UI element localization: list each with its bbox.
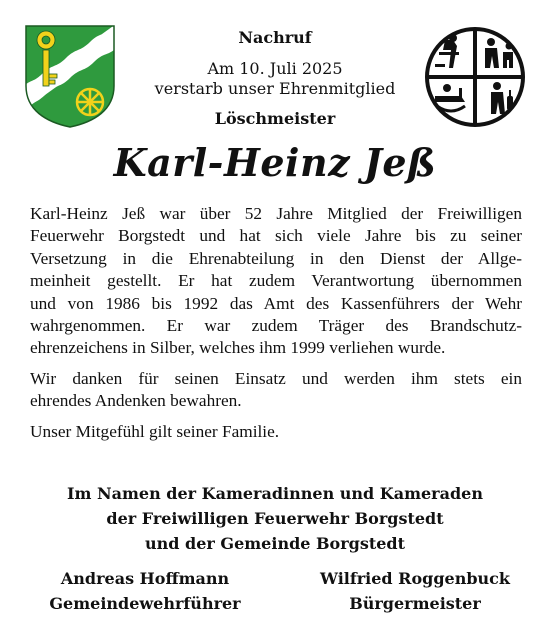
closing-line: der Freiwilligen Feuerwehr Borgstedt <box>106 509 444 528</box>
text-line: wahrgenommen. Er war zudem Träger des Brandschutz- <box>30 316 522 336</box>
signatory-role: Bürgermeister <box>349 594 481 613</box>
paragraph-1 <box>30 203 522 360</box>
signature-right <box>300 566 530 616</box>
closing-block <box>0 481 550 556</box>
rank-title: Löschmeister <box>214 109 336 128</box>
obituary-text <box>30 203 522 451</box>
paragraph-2 <box>30 368 522 413</box>
text-line: Feuerwehr Borgstedt und hat sich viele Jahre bis zu seiner <box>30 226 522 246</box>
text-line: ehrendes Andenken bewahren. <box>30 391 242 411</box>
date-line: Am 10. Juli 2025 <box>207 59 343 78</box>
signatory-name: Andreas Hoffmann <box>60 569 230 588</box>
fire-brigade-emblem-icon <box>423 26 527 128</box>
date-line-2: verstarb unser Ehrenmitglied <box>154 79 396 98</box>
text-line: meinheit gestellt. Er hat zudem Verantwortung übernommen <box>30 271 522 291</box>
header <box>130 24 420 130</box>
signatory-name: Wilfried Roggenbuck <box>320 569 510 588</box>
text-line: Versetzung in die Ehrenabteilung in den Dienst der Allge- <box>30 248 522 268</box>
page-title: Nachruf <box>238 28 312 47</box>
text-line: Wir danken für seinen Einsatz und werden ihm stets ein <box>30 368 522 388</box>
signature-left <box>40 566 250 616</box>
deceased-name: Karl-Heinz Jeß <box>113 140 437 185</box>
text-line: Karl-Heinz Jeß war über 52 Jahre Mitglied der Freiwilligen <box>30 204 522 223</box>
municipal-coat-of-arms-icon <box>24 24 116 128</box>
signatory-role: Gemeindewehrführer <box>49 594 241 613</box>
paragraph-3 <box>30 421 522 443</box>
closing-line: und der Gemeinde Borgstedt <box>145 534 405 553</box>
text-line: und von 1986 bis 1992 das Amt des Kassenführers der Wehr <box>30 293 522 313</box>
closing-line: Im Namen der Kameradinnen und Kameraden <box>67 484 483 503</box>
text-line: ehrenzeichens in Silber, welches ihm 1999 verliehen wurde. <box>30 338 446 358</box>
text-line: Unser Mitgefühl gilt seiner Familie. <box>30 421 280 441</box>
